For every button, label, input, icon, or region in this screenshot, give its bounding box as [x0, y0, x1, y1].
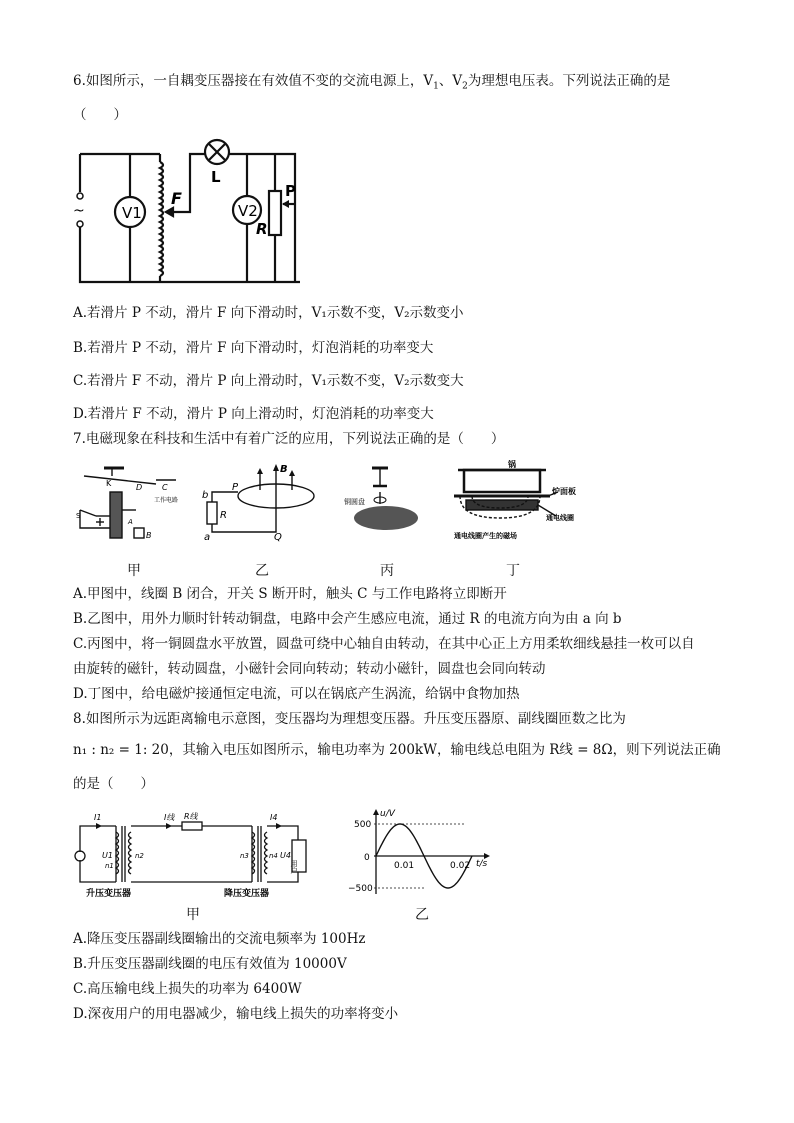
relay-a-label: A: [128, 518, 133, 526]
chart-y-tick-neg500: −500: [348, 884, 373, 894]
chart-y-arrow-icon: [373, 809, 379, 815]
slider-p-label: P: [285, 182, 296, 200]
q6-option-b: B.若滑片 P 不动，滑片 F 向下滑动时，灯泡消耗的功率变大: [73, 340, 434, 356]
q6-circuit-figure: [70, 134, 310, 286]
q8-caption-yi: 乙: [415, 907, 429, 923]
n1-label: n1: [105, 862, 114, 870]
q8-option-a: A.降压变压器副线圈输出的交流电频率为 100Hz: [73, 931, 366, 947]
disk-b-field-label: B: [280, 464, 288, 475]
q7-caption-ding: 丁: [506, 563, 520, 579]
q8-caption-jia: 甲: [186, 907, 200, 923]
slider-f-label: F: [171, 189, 182, 208]
relay-s-label: S: [76, 512, 81, 520]
chart-x-tick-002: 0.02: [450, 861, 471, 871]
n2-label: n2: [135, 852, 144, 860]
relay-d-label: D: [136, 483, 143, 492]
cooker-plate-label: 炉面板: [552, 487, 576, 496]
user-label: 用户: [290, 860, 298, 874]
q7-stem: 7.电磁现象在科技和生活中有着广泛的应用，下列说法正确的是（ ）: [73, 431, 505, 447]
u1-label: U1: [102, 851, 113, 860]
q8-transmission-figure: [72, 808, 316, 898]
r-line-label: R线: [184, 812, 198, 821]
q8-option-d: D.深夜用户的用电器减少，输电线上损失的功率将变小: [73, 1006, 399, 1022]
disk-b-terminal-label: b: [202, 490, 209, 501]
relay-work-circuit-label: 工作电路: [154, 497, 179, 504]
lamp-l-label: L: [211, 168, 221, 186]
relay-b-label: B: [146, 531, 152, 540]
cooker-field-label: 通电线圈产生的磁场: [454, 532, 517, 540]
q7-option-c-line1: C.丙图中，将一铜圆盘水平放置，圆盘可绕中心轴自由转动，在其中心正上方用柔软细线悬挂一枚可以自: [73, 636, 695, 652]
u4-label: U4: [280, 851, 291, 860]
relay-c-label: C: [162, 483, 168, 492]
disk-r-label: R: [220, 510, 227, 521]
q7-caption-yi: 乙: [255, 563, 269, 579]
q6-option-c: C.若滑片 F 不动，滑片 P 向上滑动时，V₁示数不变，V₂示数变大: [73, 373, 464, 389]
q6-option-d: D.若滑片 F 不动，滑片 P 向上滑动时，灯泡消耗的功率变大: [73, 406, 434, 422]
cooker-pot-label: 锅: [508, 460, 516, 469]
chart-y-tick-500: 500: [354, 820, 372, 830]
q7-caption-jia: 甲: [127, 563, 141, 579]
q6-stem: 6.如图所示，一自耦变压器接在有效值不变的交流电源上，$V_1$、$V_2$为理想电压表。下列说法正确的是: [73, 73, 671, 92]
chart-y-axis-label: u/V: [380, 809, 395, 819]
i4-label: I4: [270, 813, 278, 822]
q7-fig-induction-cooker: [452, 460, 592, 544]
q7-option-b: B.乙图中，用外力顺时针转动铜盘，电路中会产生感应电流，通过 R 的电流方向为由 a 向 b: [73, 611, 622, 627]
step-up-label: 升压变压器: [86, 889, 132, 898]
q8-option-b: B.升压变压器副线圈的电压有效值为 10000V: [73, 956, 347, 972]
q8-stem-line2: n₁ : n₂ = 1: 20，其输入电压如图所示，输电功率为 200kW，输电线总电阻为 R线 = 8Ω，则下列说法正确: [73, 742, 721, 758]
n3-label: n3: [240, 852, 249, 860]
ac-source-icon: ~: [73, 203, 85, 219]
cooker-coil-label: 通电线圈: [546, 514, 574, 522]
v2-label: V2: [238, 202, 258, 220]
q7-option-a: A.甲图中，线圈 B 闭合，开关 S 断开时，触头 C 与工作电路将立即断开: [73, 586, 507, 602]
q7-fig-disk: [200, 462, 320, 542]
disk-q-label: Q: [274, 532, 282, 542]
q7-option-d: D.丁图中，给电磁炉接通恒定电流，可以在锅底产生涡流，给锅中食物加热: [73, 686, 520, 702]
i1-label: I1: [94, 813, 102, 822]
q6-paren: （ ）: [73, 107, 127, 123]
i-line-label: I线: [164, 813, 175, 822]
copper-disk-label: 铜圆盘: [344, 498, 365, 506]
q7-caption-bing: 丙: [380, 563, 394, 579]
q8-stem-line3: 的是（ ）: [73, 776, 154, 792]
q8-stem-line1: 8.如图所示为远距离输电示意图，变压器均为理想变压器。升压变压器原、副线圈匝数之比为: [73, 711, 626, 727]
disk-p-label: P: [232, 482, 239, 493]
n4-label: n4: [269, 852, 278, 860]
q6-option-a: A.若滑片 P 不动，滑片 F 向下滑动时，V₁示数不变，V₂示数变小: [73, 305, 464, 321]
resistor-r-label: R: [256, 220, 268, 238]
chart-x-axis-label: t/s: [476, 859, 488, 869]
chart-y-tick-0: 0: [364, 853, 370, 863]
q8-option-c: C.高压输电线上损失的功率为 6400W: [73, 981, 302, 997]
q8-voltage-chart: [346, 808, 496, 898]
q7-option-c-line2: 由旋转的磁针，转动圆盘，小磁针会同向转动；转动小磁针，圆盘也会同向转动: [73, 661, 546, 677]
v1-label: V1: [122, 204, 142, 222]
chart-x-tick-001: 0.01: [394, 861, 415, 871]
q7-fig-relay: [76, 462, 186, 556]
relay-k-label: K: [106, 479, 112, 488]
disk-a-terminal-label: a: [204, 532, 211, 542]
q7-fig-copper-disk: [338, 464, 438, 534]
step-down-label: 降压变压器: [224, 889, 270, 898]
